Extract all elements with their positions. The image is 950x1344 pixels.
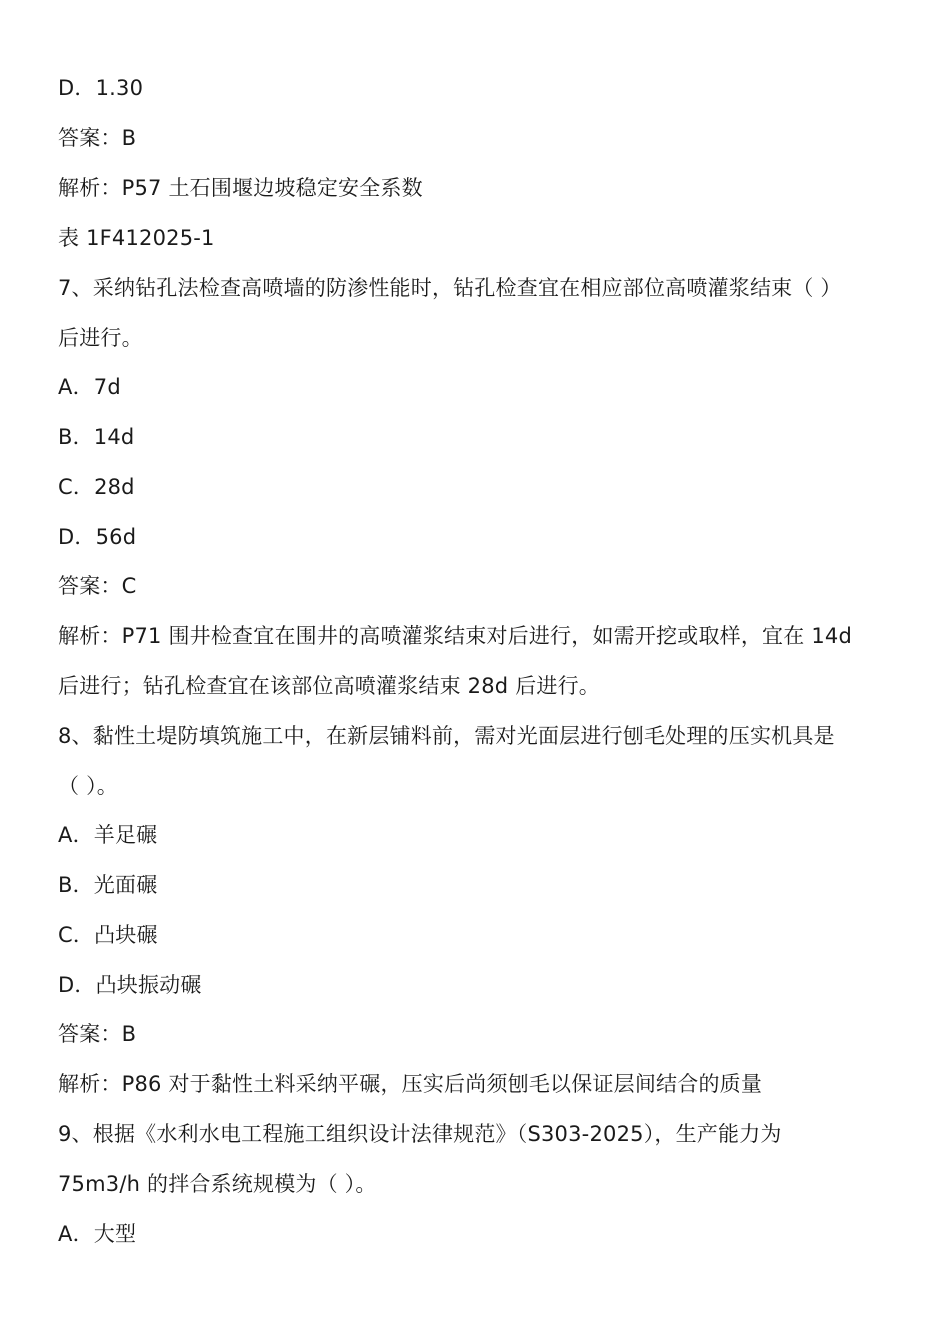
answer-q6: 答案：B (58, 126, 137, 150)
analysis-q6-table: 表 1F412025-1 (58, 226, 215, 250)
option-d-q7: D．56d (58, 525, 137, 549)
option-d-q6: D．1.30 (58, 76, 144, 100)
option-a-q9: A．大型 (58, 1222, 137, 1246)
analysis-q6: 解析：P57 土石围堰边坡稳定安全系数 (58, 176, 423, 200)
analysis-q8: 解析：P86 对于黏性土料采纳平碾，压实后尚须刨毛以保证层间结合的质量 (58, 1072, 763, 1096)
option-b-q7: B．14d (58, 425, 135, 449)
answer-q7: 答案：C (58, 574, 137, 598)
question-9-line2: 75m3/h 的拌合系统规模为（ ）。 (58, 1172, 377, 1196)
question-8-line1: 8、黏性土堤防填筑施工中，在新层铺料前，需对光面层进行刨毛处理的压实机具是 (58, 724, 835, 748)
answer-q8: 答案：B (58, 1022, 137, 1046)
option-a-q8: A．羊足碾 (58, 823, 158, 847)
question-8-line2: （ ）。 (58, 774, 118, 798)
question-7-line1: 7、采纳钻孔法检查高喷墙的防渗性能时，钻孔检查宜在相应部位高喷灌浆结束（ ） (58, 276, 842, 300)
analysis-q7-line2: 后进行；钻孔检查宜在该部位高喷灌浆结束 28d 后进行。 (58, 674, 601, 698)
analysis-q7-line1: 解析：P71 围井检查宜在围井的高喷灌浆结束对后进行，如需开挖或取样，宜在 14d (58, 624, 852, 648)
option-b-q8: B．光面碾 (58, 873, 158, 897)
option-c-q7: C．28d (58, 475, 135, 499)
option-a-q7: A．7d (58, 375, 121, 399)
option-d-q8: D．凸块振动碾 (58, 973, 202, 997)
question-9-line1: 9、根据《水利水电工程施工组织设计法律规范》（S303-2025），生产能力为 (58, 1122, 782, 1146)
question-7-line2: 后进行。 (58, 326, 143, 350)
option-c-q8: C．凸块碾 (58, 923, 158, 947)
